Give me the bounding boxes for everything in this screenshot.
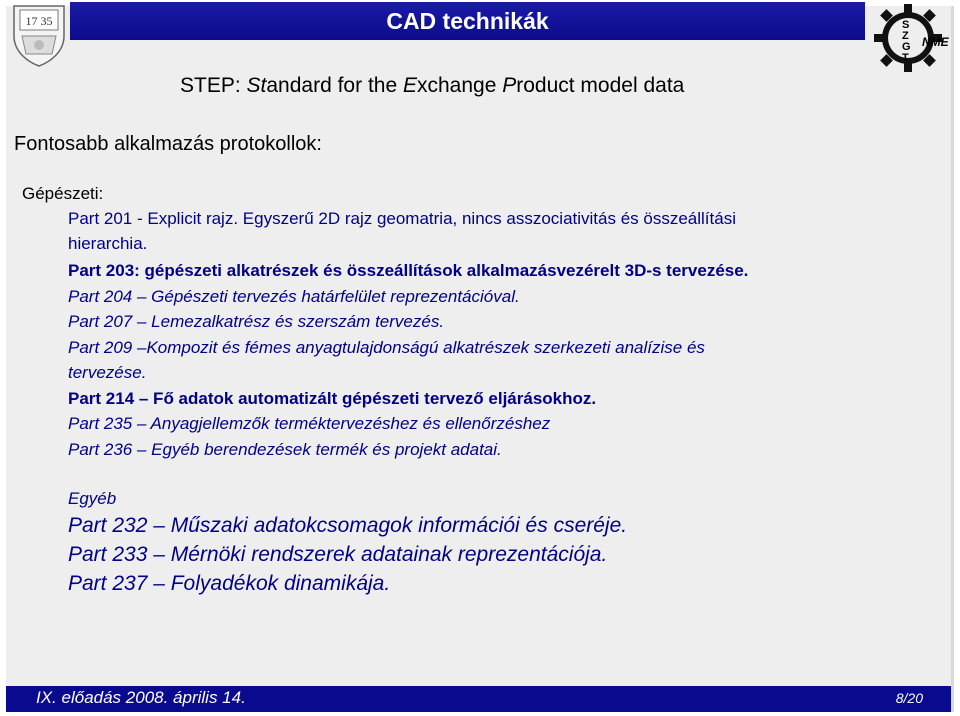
svg-text:NME: NME bbox=[922, 35, 949, 49]
svg-text:S: S bbox=[902, 19, 910, 31]
heading-part: St bbox=[246, 74, 267, 97]
title-bar bbox=[70, 2, 865, 40]
protocol-line: Part 214 – Fő adatok automatizált gépészeti tervező eljárásokhoz. bbox=[68, 389, 597, 408]
protocol-line-large: Part 233 – Mérnöki rendszerek adatainak reprezentációja. bbox=[68, 543, 608, 566]
protocol-line: Part 235 – Anyagjellemzők terméktervezéshez és ellenőrzéshez bbox=[68, 414, 551, 433]
page-number: 8/20 bbox=[895, 690, 923, 706]
protocol-line: Part 203: gépészeti alkatrészek és összeállítások alkalmazásvezérelt 3D-s tervezése. bbox=[68, 261, 749, 280]
slide-heading bbox=[180, 74, 684, 98]
protocol-line: tervezése. bbox=[68, 363, 147, 382]
heading-part: andard for the bbox=[266, 74, 403, 97]
svg-text:G: G bbox=[902, 41, 911, 53]
protocol-line: hierarchia. bbox=[68, 234, 148, 253]
other-title: Egyéb bbox=[68, 489, 117, 508]
heading-part: P bbox=[502, 74, 517, 97]
svg-text:Z: Z bbox=[902, 30, 909, 42]
protocol-line: Part 209 –Kompozit és fémes anyagtulajdonságú alkatrészek szerkezeti analízise és bbox=[68, 338, 705, 357]
heading-part: roduct model data bbox=[516, 74, 685, 97]
protocol-line: Part 236 – Egyéb berendezések termék és projekt adatai. bbox=[68, 440, 502, 459]
protocol-line: Part 201 - Explicit rajz. Egyszerű 2D rajz geomatria, nincs asszociativitás és összeállítási bbox=[68, 209, 736, 228]
section-title: Fontosabb alkalmazás protokollok: bbox=[14, 133, 322, 155]
protocol-line: Part 207 – Lemezalkatrész és szerszám tervezés. bbox=[68, 312, 445, 331]
svg-text:17 35: 17 35 bbox=[25, 14, 53, 28]
heading-part: xchange bbox=[416, 74, 503, 97]
protocol-line-large: Part 232 – Műszaki adatokcsomagok információi és cseréje. bbox=[68, 514, 628, 537]
heading-part: E bbox=[402, 74, 417, 97]
university-crest-logo bbox=[10, 2, 68, 68]
lecture-date: IX. előadás 2008. április 14. bbox=[36, 688, 246, 707]
svg-text:T: T bbox=[902, 52, 909, 64]
protocol-line: Part 204 – Gépészeti tervezés határfelület reprezentációval. bbox=[68, 287, 520, 306]
footer-bar bbox=[6, 686, 951, 712]
slide bbox=[6, 6, 954, 712]
presentation-title: CAD technikák bbox=[386, 7, 549, 34]
mechanical-title: Gépészeti: bbox=[22, 184, 104, 203]
sz-gt-nme-gear-logo bbox=[872, 2, 954, 74]
protocol-line-large: Part 237 – Folyadékok dinamikája. bbox=[68, 572, 391, 595]
heading-part: STEP: bbox=[180, 74, 247, 97]
